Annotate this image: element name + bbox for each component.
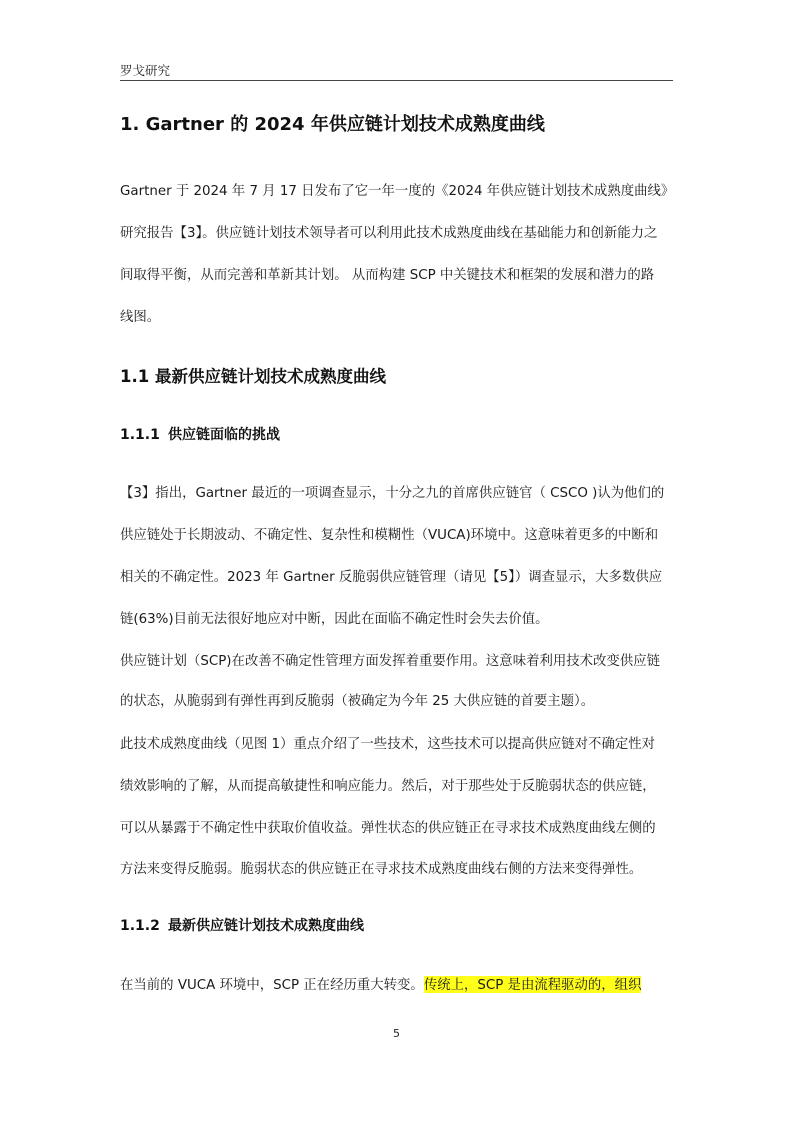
body-line: 方法来变得反脆弱。脆弱状态的供应链正在寻求技术成熟度曲线右侧的方法来变得弹性。 (120, 862, 643, 877)
section-1-1-heading: 1.1 最新供应链计划技术成熟度曲线 (120, 367, 386, 386)
section-1-paragraph-line: 研究报告【3】。供应链计划技术领导者可以利用此技术成熟度曲线在基础能力和创新能力之 (120, 226, 658, 241)
body-line: 相关的不确定性。2023 年 Gartner 反脆弱供应链管理（请见【5】）调查显示，大多数供应 (120, 570, 663, 585)
section-1-heading: 1. Gartner 的 2024 年供应链计划技术成熟度曲线 (120, 114, 545, 135)
body-line: 【3】指出，Gartner 最近的一项调查显示，十分之九的首席供应链官（ CSCO )认为他们的 (120, 486, 665, 501)
plain-text: 在当前的 VUCA 环境中，SCP 正在经历重大转变。 (120, 978, 424, 993)
header-rule (120, 80, 673, 81)
section-1-1-1-heading (120, 424, 280, 444)
section-title: 最新供应链计划技术成熟度曲线 (168, 918, 364, 934)
body-line: 此技术成熟度曲线（见图 1）重点介绍了一些技术，这些技术可以提高供应链对不确定性对 (120, 737, 656, 752)
section-1-paragraph-line: 间取得平衡，从而完善和革新其计划。 从而构建 SCP 中关键技术和框架的发展和潜力的路 (120, 268, 655, 283)
running-header: 罗戈研究 (120, 63, 171, 78)
section-number: 1.1.2 (120, 918, 160, 934)
body-line: 链(63%)目前无法很好地应对中断，因此在面临不确定性时会失去价值。 (120, 612, 549, 627)
body-line: 绩效影响的了解，从而提高敏捷性和响应能力。然后，对于那些处于反脆弱状态的供应链， (120, 779, 656, 794)
section-title: 供应链面临的挑战 (168, 427, 280, 443)
section-1-paragraph-line: 线图。 (120, 310, 161, 325)
section-number: 1.1.1 (120, 427, 160, 443)
body-line: 供应链处于长期波动、不确定性、复杂性和模糊性（VUCA)环境中。这意味着更多的中断和 (120, 528, 659, 543)
page-number: 5 (393, 1027, 400, 1040)
section-1-1-2-heading (120, 915, 364, 935)
body-line: 供应链计划（SCP)在改善不确定性管理方面发挥着重要作用。这意味着利用技术改变供应链 (120, 654, 660, 669)
section-1-paragraph-line: Gartner 于 2024 年 7 月 17 日发布了它一年一度的《2024 年供应链计划技术成熟度曲线》 (120, 184, 675, 199)
body-line: 的状态，从脆弱到有弹性再到反脆弱（被确定为今年 25 大供应链的首要主题）。 (120, 694, 595, 709)
highlighted-text: 传统上，SCP 是由流程驱动的，组织 (423, 978, 642, 993)
body-line (120, 974, 676, 993)
body-line: 可以从暴露于不确定性中获取价值收益。弹性状态的供应链正在寻求技术成熟度曲线左侧的 (120, 821, 656, 836)
